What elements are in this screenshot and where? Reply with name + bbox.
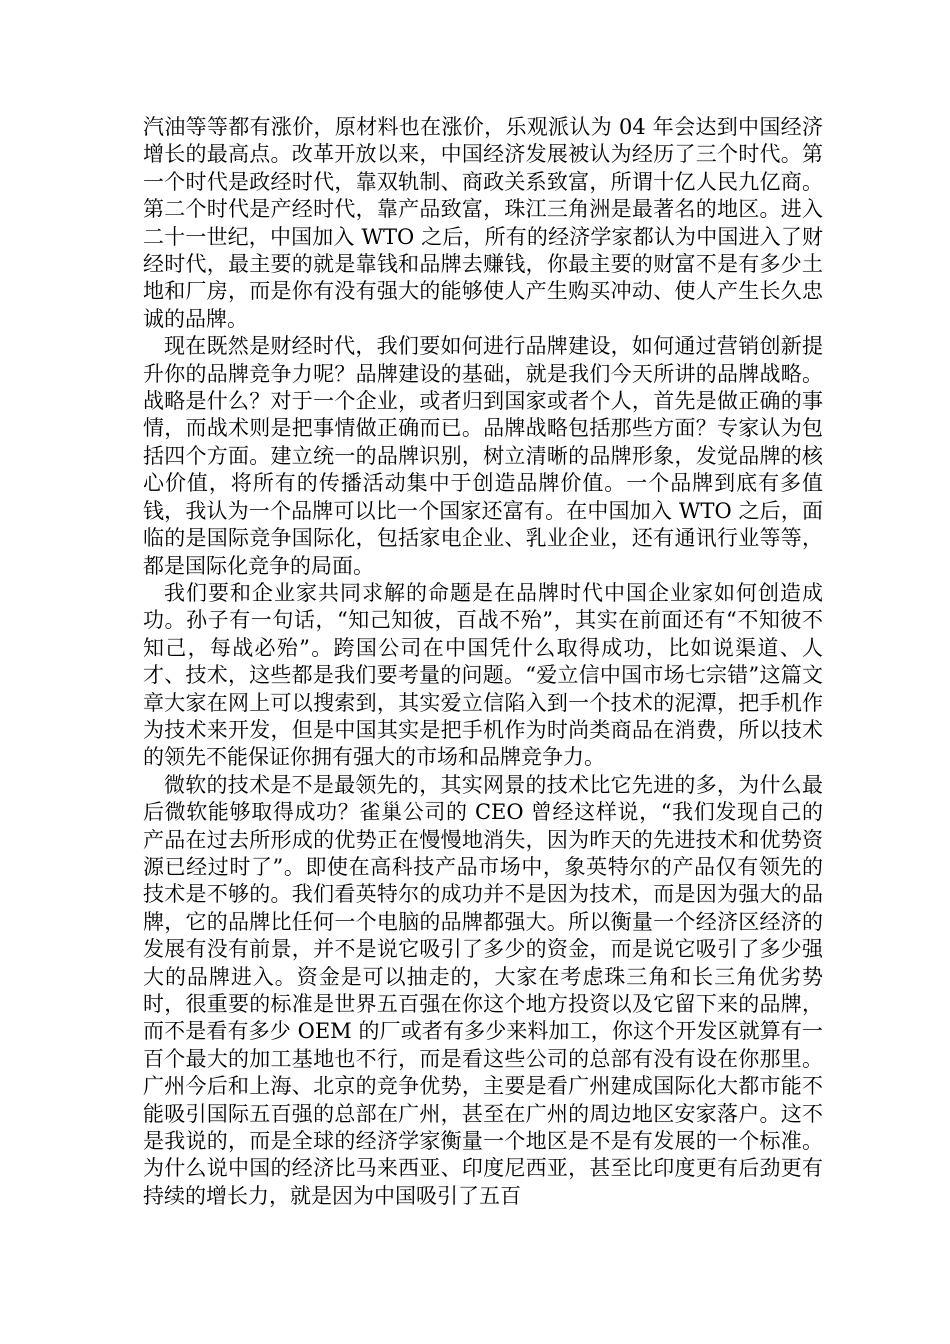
body-text bbox=[143, 114, 823, 1210]
paragraph-1: 汽油等等都有涨价，原材料也在涨价，乐观派认为 04 年会达到中国经济增长的最高点。改革开放以来，中国经济发展被认为经历了三个时代。第一个时代是政经时代，靠双轨制、商政关系致富，所谓十亿人民九亿商。第二个时代是产经时代，靠产品致富，珠江三角洲是最著名的地区。进入二十一世纪，中国加入 WTO 之后，所有的经济学家都认为中国进入了财经时代，最主要的就是靠钱和品牌去赚钱，你最主要的财富不是有多少土地和厂房，而是你有没有强大的能够使人产生购买冲动、使人产生长久忠诚的品牌。 bbox=[143, 115, 823, 331]
paragraph-3: 我们要和企业家共同求解的命题是在品牌时代中国企业家如何创造成功。孙子有一句话，“知己知彼，百战不殆”，其实在前面还有“不知彼不知己，每战必殆”。跨国公司在中国凭什么取得成功，比如说渠道、人才、技术，这些都是我们要考量的问题。“爱立信中国市场七宗错”这篇文章大家在网上可以搜索到，其实爱立信陷入到一个技术的泥潭，把手机作为技术来开发，但是中国其实是把手机作为时尚类商品在消费，所以技术的领先不能保证你拥有强大的市场和品牌竞争力。 bbox=[143, 580, 823, 770]
paragraph-2: 现在既然是财经时代，我们要如何进行品牌建设，如何通过营销创新提升你的品牌竞争力呢？品牌建设的基础，就是我们今天所讲的品牌战略。战略是什么？对于一个企业，或者归到国家或者个人，首先是做正确的事情，而战术则是把事情做正确而已。品牌战略包括那些方面？专家认为包括四个方面。建立统一的品牌识别，树立清晰的品牌形象，发觉品牌的核心价值，将所有的传播活动集中于创造品牌价值。一个品牌到底有多值钱，我认为一个品牌可以比一个国家还富有。在中国加入 WTO 之后，面临的是国际竞争国际化，包括家电企业、乳业企业，还有通讯行业等等，都是国际化竞争的局面。 bbox=[143, 334, 823, 578]
paragraph-4: 微软的技术是不是最领先的，其实网景的技术比它先进的多，为什么最后微软能够取得成功？雀巢公司的 CEO 曾经这样说，“我们发现自己的产品在过去所形成的优势正在慢慢地消失，因为昨天的先进技术和优势资源已经过时了”。即使在高科技产品市场中，象英特尔的产品仅有领先的技术是不够的。我们看英特尔的成功并不是因为技术，而是因为强大的品牌，它的品牌比任何一个电脑的品牌都强大。所以衡量一个经济区经济的发展有没有前景，并不是说它吸引了多少的资金，而是说它吸引了多少强大的品牌进入。资金是可以抽走的，大家在考虑珠三角和长三角优劣势时，很重要的标准是世界五百强在你这个地方投资以及它留下来的品牌，而不是看有多少 OEM 的厂或者有多少来料加工，你这个开发区就算有一百个最大的加工基地也不行，而是看这些公司的总部有没有设在你那里。广州今后和上海、北京的竞争优势，主要是看广州建成国际化大都市能不能吸引国际五百强的总部在广州，甚至在广州的周边地区安家落户。这不是我说的，而是全球的经济学家衡量一个地区是不是有发展的一个标准。为什么说中国的经济比马来西亚、印度尼西亚，甚至比印度更有后劲更有持续的增长力，就是因为中国吸引了五百 bbox=[143, 772, 823, 1208]
